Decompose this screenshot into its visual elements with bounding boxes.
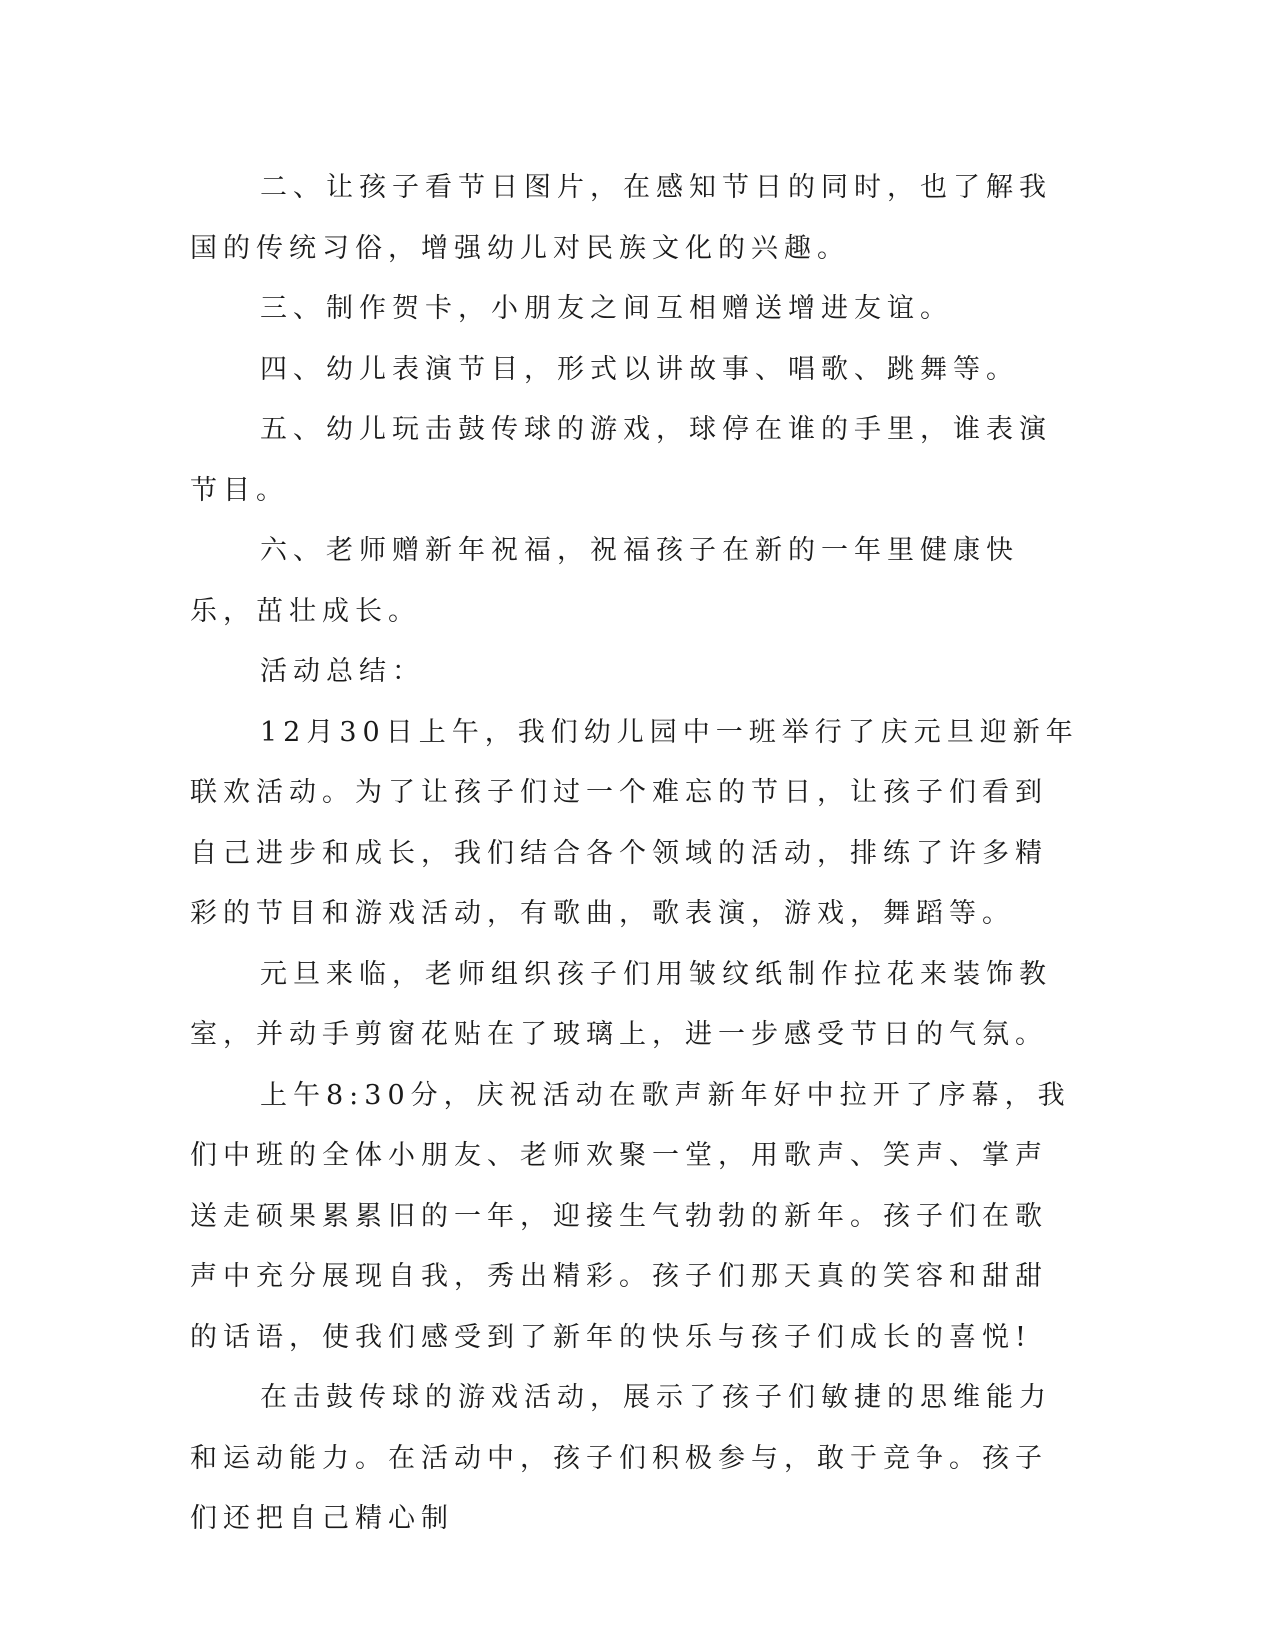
paragraph-item-2: 二、让孩子看节日图片，在感知节日的同时，也了解我国的传统习俗，增强幼儿对民族文化的兴趣。 xyxy=(190,172,1052,264)
summary-paragraph-3: 上午8:30分，庆祝活动在歌声新年好中拉开了序幕，我们中班的全体小朋友、老师欢聚一堂，用歌声、笑声、掌声送走硕果累累旧的一年，迎接生气勃勃的新年。孩子们在歌声中充分展现自我，秀出精彩。孩子们那天真的笑容和甜甜的话语，使我们感受到了新年的快乐与孩子们成长的喜悦! xyxy=(190,1079,1071,1353)
paragraph-item-5: 五、幼儿玩击鼓传球的游戏，球停在谁的手里，谁表演节目。 xyxy=(190,414,1052,506)
summary-paragraph-4: 在击鼓传球的游戏活动，展示了孩子们敏捷的思维能力和运动能力。在活动中，孩子们积极参与，敢于竞争。孩子们还把自己精心制 xyxy=(190,1382,1052,1534)
section-heading-summary: 活动总结： xyxy=(260,656,425,687)
summary-paragraph-2: 元旦来临，老师组织孩子们用皱纹纸制作拉花来装饰教室，并动手剪窗花贴在了玻璃上，进一步感受节日的气氛。 xyxy=(190,958,1052,1050)
document-body xyxy=(190,158,1080,1550)
paragraph-item-6: 六、老师赠新年祝福，祝福孩子在新的一年里健康快乐，茁壮成长。 xyxy=(190,535,1019,627)
paragraph-item-4: 四、幼儿表演节目，形式以讲故事、唱歌、跳舞等。 xyxy=(260,353,1019,385)
paragraph-item-3: 三、制作贺卡，小朋友之间互相赠送增进友谊。 xyxy=(260,293,953,324)
summary-paragraph-1: 12月30日上午，我们幼儿园中一班举行了庆元旦迎新年联欢活动。为了让孩子们过一个难忘的节日，让孩子们看到自己进步和成长，我们结合各个领域的活动，排练了许多精彩的节目和游戏活动，有歌曲，歌表演，游戏，舞蹈等。 xyxy=(190,716,1079,929)
